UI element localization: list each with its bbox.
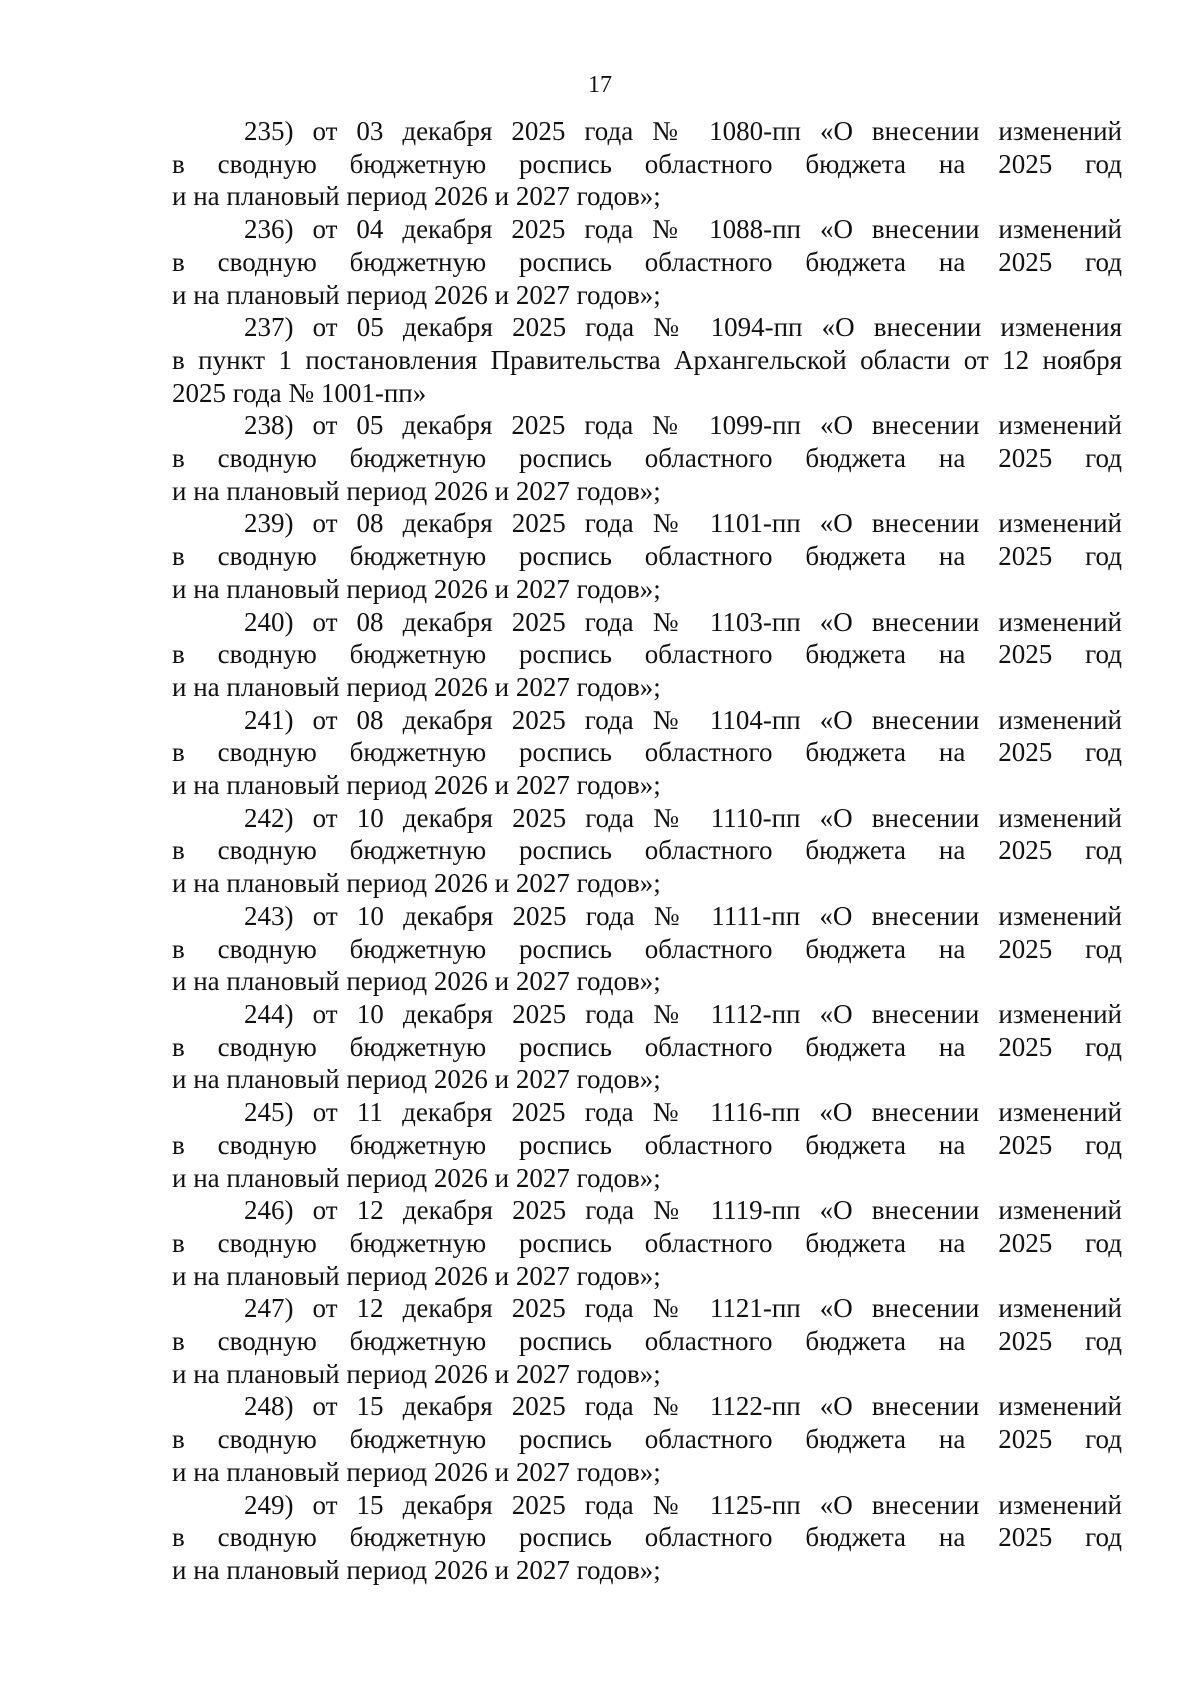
item-line: в сводную бюджетную роспись областного бюджета на 2025 год xyxy=(172,1326,1122,1357)
list-item xyxy=(172,311,1122,409)
item-line: 238) от 05 декабря 2025 года № 1099-пп «О внесении изменений xyxy=(244,410,1122,441)
item-line: 236) от 04 декабря 2025 года № 1088-пп «О внесении изменений xyxy=(244,214,1122,245)
item-line: в сводную бюджетную роспись областного бюджета на 2025 год xyxy=(172,1227,1122,1258)
item-line: в сводную бюджетную роспись областного бюджета на 2025 год xyxy=(172,246,1122,277)
item-line: в сводную бюджетную роспись областного бюджета на 2025 год xyxy=(172,541,1122,572)
list-item xyxy=(172,998,1122,1096)
item-line: 242) от 10 декабря 2025 года № 1110-пп «О внесении изменений xyxy=(244,802,1122,833)
item-line: и на плановый период 2026 и 2027 годов»; xyxy=(172,1358,661,1389)
item-line: 245) от 11 декабря 2025 года № 1116-пп «О внесении изменений xyxy=(244,1097,1122,1128)
item-line: 247) от 12 декабря 2025 года № 1121-пп «О внесении изменений xyxy=(244,1293,1122,1324)
item-line: и на плановый период 2026 и 2027 годов»; xyxy=(172,1064,661,1095)
item-line: 235) от 03 декабря 2025 года № 1080-пп «О внесении изменений xyxy=(244,116,1122,146)
list-item xyxy=(172,115,1122,213)
item-line: 246) от 12 декабря 2025 года № 1119-пп «О внесении изменений xyxy=(244,1195,1122,1226)
item-line: и на плановый период 2026 и 2027 годов»; xyxy=(172,868,661,899)
item-line: и на плановый период 2026 и 2027 годов»; xyxy=(172,770,661,801)
item-line: и на плановый период 2026 и 2027 годов»; xyxy=(172,1260,661,1291)
item-line: в сводную бюджетную роспись областного бюджета на 2025 год xyxy=(172,737,1122,768)
list-item xyxy=(172,1489,1122,1587)
item-line: и на плановый период 2026 и 2027 годов»; xyxy=(172,1162,661,1193)
list-item xyxy=(172,409,1122,507)
item-line: 243) от 10 декабря 2025 года № 1111-пп «О внесении изменений xyxy=(244,900,1122,931)
list-item xyxy=(172,1194,1122,1292)
item-line: и на плановый период 2026 и 2027 годов»; xyxy=(172,1456,661,1487)
list-item xyxy=(172,606,1122,704)
item-line: 248) от 15 декабря 2025 года № 1122-пп «О внесении изменений xyxy=(244,1391,1122,1422)
item-line: в сводную бюджетную роспись областного бюджета на 2025 год xyxy=(172,835,1122,866)
item-line: в сводную бюджетную роспись областного бюджета на 2025 год xyxy=(172,933,1122,964)
item-line: 2025 года № 1001-пп» xyxy=(172,377,427,408)
item-line: и на плановый период 2026 и 2027 годов»; xyxy=(172,475,661,506)
list-item xyxy=(172,1292,1122,1390)
list-item xyxy=(172,1096,1122,1194)
list-item xyxy=(172,213,1122,311)
item-line: и на плановый период 2026 и 2027 годов»; xyxy=(172,671,661,702)
page-number: 17 xyxy=(588,72,612,98)
list-item xyxy=(172,704,1122,802)
item-line: и на плановый период 2026 и 2027 годов»; xyxy=(172,966,661,997)
item-line: в пункт 1 постановления Правительства Архангельской области от 12 ноября xyxy=(172,344,1122,375)
item-line: и на плановый период 2026 и 2027 годов»; xyxy=(172,573,661,604)
item-line: и на плановый период 2026 и 2027 годов»; xyxy=(172,1554,661,1585)
list-item xyxy=(172,1390,1122,1488)
item-line: 241) от 08 декабря 2025 года № 1104-пп «О внесении изменений xyxy=(244,704,1122,735)
item-line: и на плановый период 2026 и 2027 годов»; xyxy=(172,181,661,212)
item-line: в сводную бюджетную роспись областного бюджета на 2025 год xyxy=(172,639,1122,670)
item-line: в сводную бюджетную роспись областного бюджета на 2025 год xyxy=(172,443,1122,474)
list-item xyxy=(172,802,1122,900)
item-line: в сводную бюджетную роспись областного бюджета на 2025 год xyxy=(172,1031,1122,1062)
item-line: в сводную бюджетную роспись областного бюджета на 2025 год xyxy=(172,1424,1122,1455)
list-item xyxy=(172,507,1122,605)
item-line: 237) от 05 декабря 2025 года № 1094-пп «О внесении изменения xyxy=(244,312,1122,343)
item-line: и на плановый период 2026 и 2027 годов»; xyxy=(172,279,661,310)
item-line: 240) от 08 декабря 2025 года № 1103-пп «О внесении изменений xyxy=(244,606,1122,637)
item-line: в сводную бюджетную роспись областного бюджета на 2025 год xyxy=(172,1129,1122,1160)
item-line: 239) от 08 декабря 2025 года № 1101-пп «О внесении изменений xyxy=(244,508,1122,539)
item-line: 244) от 10 декабря 2025 года № 1112-пп «О внесении изменений xyxy=(244,998,1122,1029)
item-line: в сводную бюджетную роспись областного бюджета на 2025 год xyxy=(172,1522,1122,1553)
item-line: в сводную бюджетную роспись областного бюджета на 2025 год xyxy=(172,148,1122,179)
list-item xyxy=(172,900,1122,998)
item-line: 249) от 15 декабря 2025 года № 1125-пп «О внесении изменений xyxy=(244,1489,1122,1520)
document-body xyxy=(172,115,1122,1587)
